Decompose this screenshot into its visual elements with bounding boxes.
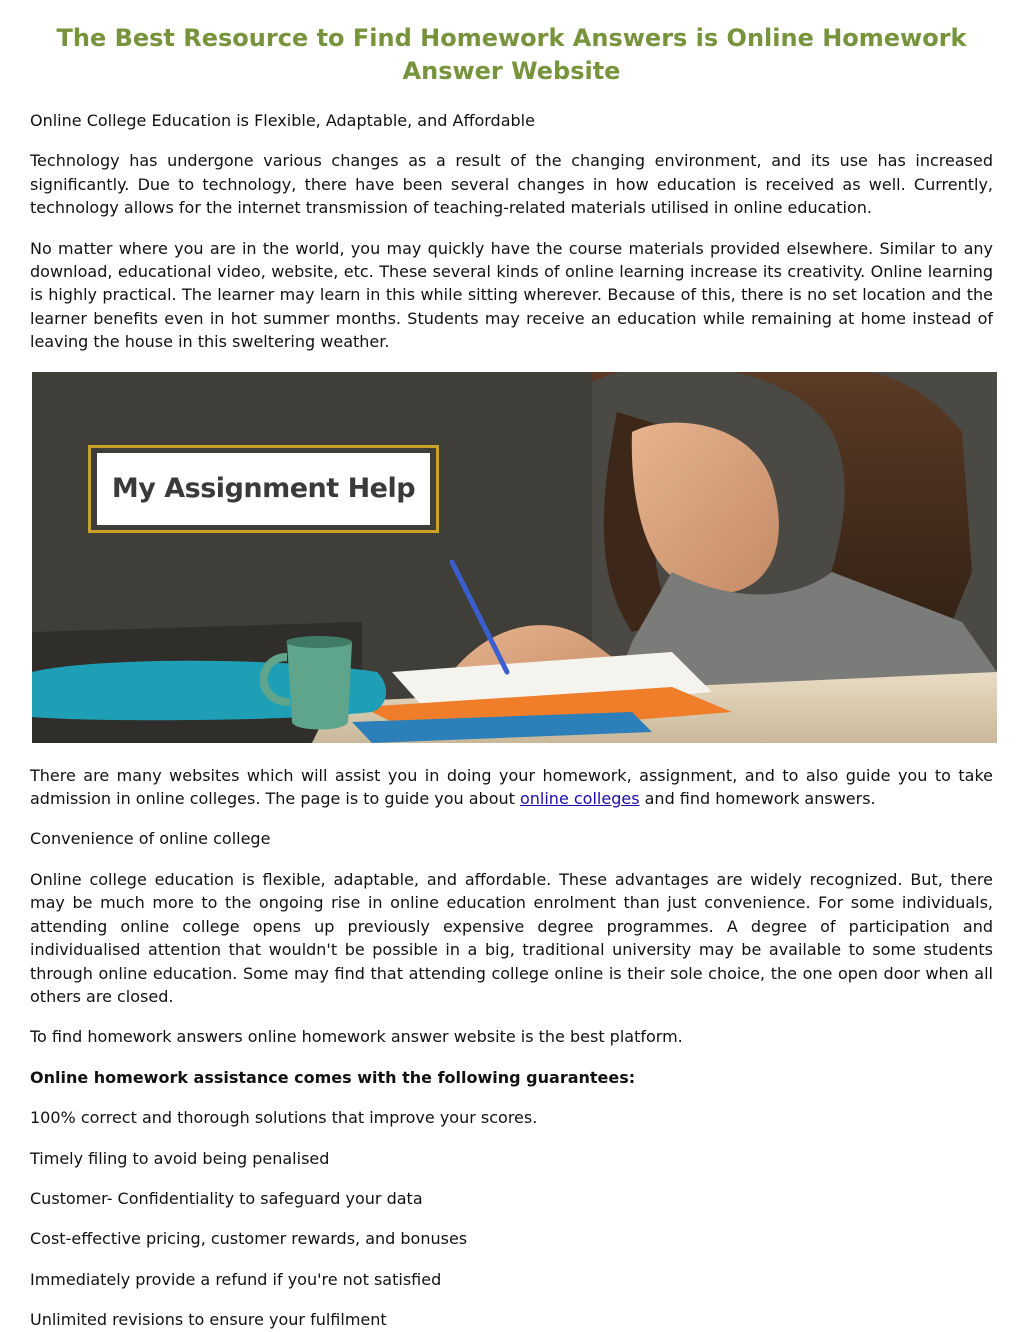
paragraph-websites-tail: and find homework answers. (639, 789, 876, 809)
guarantee-item: 100% correct and thorough solutions that improve your scores. (30, 1108, 538, 1128)
paragraph-websites-text: There are many websites which will assist you in doing your homework, assignment, and to also guide you to take admission in online colleges. The page is to guide you about (30, 765, 993, 809)
paragraph-technology: Technology has undergone various changes as a result of the changing environment, and its use has increased significantly. Due to technology, there have been several changes in how education is received as well. Currently, technology allows for the internet transmission of teaching-related materials utilised in online education. (30, 151, 993, 218)
guarantee-item: Cost-effective pricing, customer rewards, and bonuses (30, 1229, 468, 1249)
guarantee-item: Customer- Confidentiality to safeguard your data (30, 1188, 423, 1208)
subtitle: Online College Education is Flexible, Adaptable, and Affordable (30, 111, 535, 130)
hero-image (32, 372, 997, 743)
mug-shape (287, 642, 352, 730)
logo-panel (97, 453, 430, 525)
guarantee-item: Immediately provide a refund if you're not satisfied (30, 1269, 442, 1289)
guarantee-item: Timely filing to avoid being penalised (30, 1148, 330, 1168)
paragraph-platform: To find homework answers online homework answer website is the best platform. (30, 1027, 683, 1047)
page-title: The Best Resource to Find Homework Answers is Online Homework Answer Website (56, 24, 967, 85)
paragraph-websites (30, 764, 993, 811)
guarantee-item: Unlimited revisions to ensure your fulfilment (30, 1310, 387, 1330)
online-colleges-link[interactable]: online colleges (519, 789, 640, 809)
section-heading-convenience: Convenience of online college (30, 829, 271, 849)
paragraph-anywhere: No matter where you are in the world, you may quickly have the course materials provided elsewhere. Similar to any download, educational video, website, etc. These several kinds of online learning increase its creativity. Online learning is highly practical. The learner may learn in this while sitting wherever. Because of this, there is no set location and the learner benefits even in hot summer months. Students may receive an education while remaining at home instead of leaving the house in this sweltering weather. (30, 238, 993, 352)
logo-frame (88, 445, 439, 533)
document-page (30, 0, 993, 1332)
paragraph-convenience: Online college education is flexible, adaptable, and affordable. These advantages are widely recognized. But, there may be much more to the ongoing rise in online education enrolment than just convenience. For some individuals, attending online college opens up previously expensive degree programmes. A degree of participation and individualised attention that wouldn't be possible in a big, traditional university may be available to some students through online education. Some may find that attending college online is their sole choice, the one open door when all others are closed. (30, 869, 993, 1006)
logo-text: My Assignment Help (111, 473, 416, 505)
guarantees-heading: Online homework assistance comes with the following guarantees: (30, 1067, 636, 1087)
hero-illustration (32, 372, 997, 743)
